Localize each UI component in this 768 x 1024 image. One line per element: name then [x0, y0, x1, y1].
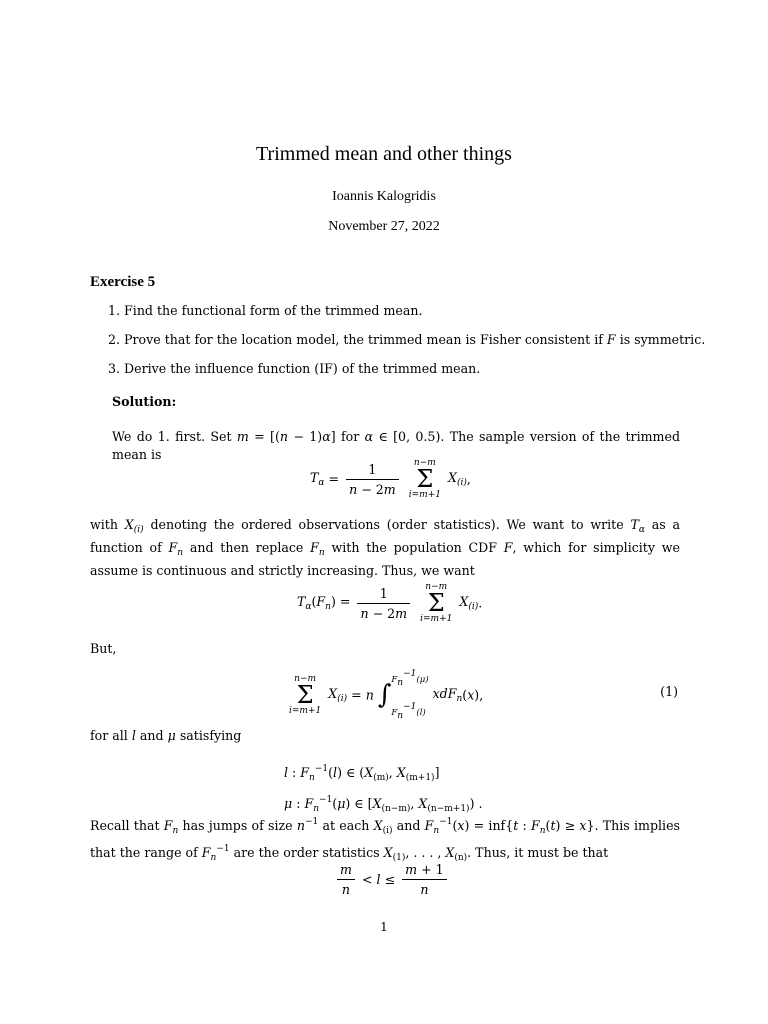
list-item-text: Prove that for the location model, the trimmed mean is Fisher consistent if	[124, 332, 603, 347]
section-heading: Exercise 5	[90, 274, 156, 290]
paper-author: Ioannis Kalogridis	[332, 189, 436, 204]
paragraph-but: But,	[90, 641, 117, 656]
list-item	[108, 332, 708, 347]
list-item-text: Derive the influence function (IF) of the trimmed mean.	[124, 361, 481, 376]
math-inline: α ∈ [0, 0.5)	[364, 429, 441, 444]
list-item	[108, 361, 708, 376]
math-inline: m = [(n − 1)α]	[236, 429, 336, 444]
page-number: 1	[380, 920, 388, 934]
paragraph: We do 1. first. Set m = [(n − 1)α] for α ∈ [0, 0.5). The sample version of the trimmed mean is	[112, 429, 681, 462]
paragraph: for all l and μ satisfying	[90, 728, 242, 743]
math-var: F	[606, 332, 616, 347]
document-page: Trimmed mean and other things Ioannis Kalogridis November 27, 2022 Exercise 5 1. Find the functional form of the trimmed mean. 2. Prove that for the location model, the trimmed mean is Fisher consistent if F is symmetric. 3. Derive the influence function (IF) of the trimmed mean. Solution: We do 1. first. Set m = [(n − 1)α] for α ∈ [0, 0.5). The sample version of the trimmed mean is $T_\alpha$ = $\frac{1}{n - 2m}$ n−m Σ i=m+1 $X_{(i)}$, with $X_{(i)}$ denoting the ordered observations (order statistics). We want to write $T_\alpha$ as a function of $F_n$ and then replace $F_n$ with the population CDF F, which for simplicity we assume is continuous and strictly increasing. Thus, we want $T_\alpha(F_n)$ = $\frac{1}{n - 2m}$ n−m Σ i=m+1 $X_{(i)}$. But, n−m Σ i=m+1 $X_{(i)} = n$ ∫Fn−1(μ) Fn−1(l) xdF$_n$(x), (1) for all l and μ satisfying l : $F_n^{-1}(l)$ ∈ ($X_{(m)}$, $X_{(m+1)}$] μ : $F_n^{-1}(\mu)$ ∈ [$X_{(n-m)}$, $X_{(n-m+1)}$) . Recall that $F_n$ has jumps of size $n^{-1}$ at each $X_{(i)}$ and $F_n^{-1}(x) = inf\{t$ : $F_n(t) \ge x$}. This implies that the range of $F_n^{-1}$ are the order statistics $X_{(1)}$, . . . , $X_{(n)}$. Thus, it must be that $\frac{m}{n}$ < l ≤ $\frac{m + 1}{n}$ 1	[0, 0, 768, 1024]
paragraph: with $X_{(i)}$ denoting the ordered observations (order statistics). We want to write $T_\alpha$ as a function of $F_n$ and then replace $F_n$ with the population CDF F, which for simplicity we assume is continuous and strictly increasing. Thus, we want	[90, 517, 680, 578]
paragraph: Recall that $F_n$ has jumps of size $n^{-1}$ at each $X_{(i)}$ and $F_n^{-1}(x) = inf\{t$ : $F_n(t) \ge x$}. This implies that the range of $F_n^{-1}$ are the order statistics $X_{(1)}$, . . . , $X_{(n)}$. Thus, it must be that	[90, 817, 680, 863]
list-item-number: 3.	[108, 361, 121, 376]
list-item	[108, 303, 708, 318]
paper-date: November 27, 2022	[328, 219, 440, 234]
paper-title: Trimmed mean and other things	[256, 143, 512, 165]
equation-number: (1)	[660, 684, 678, 699]
list-item-text: Find the functional form of the trimmed mean.	[124, 303, 423, 318]
list-item-text-tail: is symmetric.	[619, 332, 706, 347]
solution-label: Solution:	[112, 394, 177, 409]
list-item-number: 1.	[108, 303, 121, 318]
list-item-number: 2.	[108, 332, 121, 347]
